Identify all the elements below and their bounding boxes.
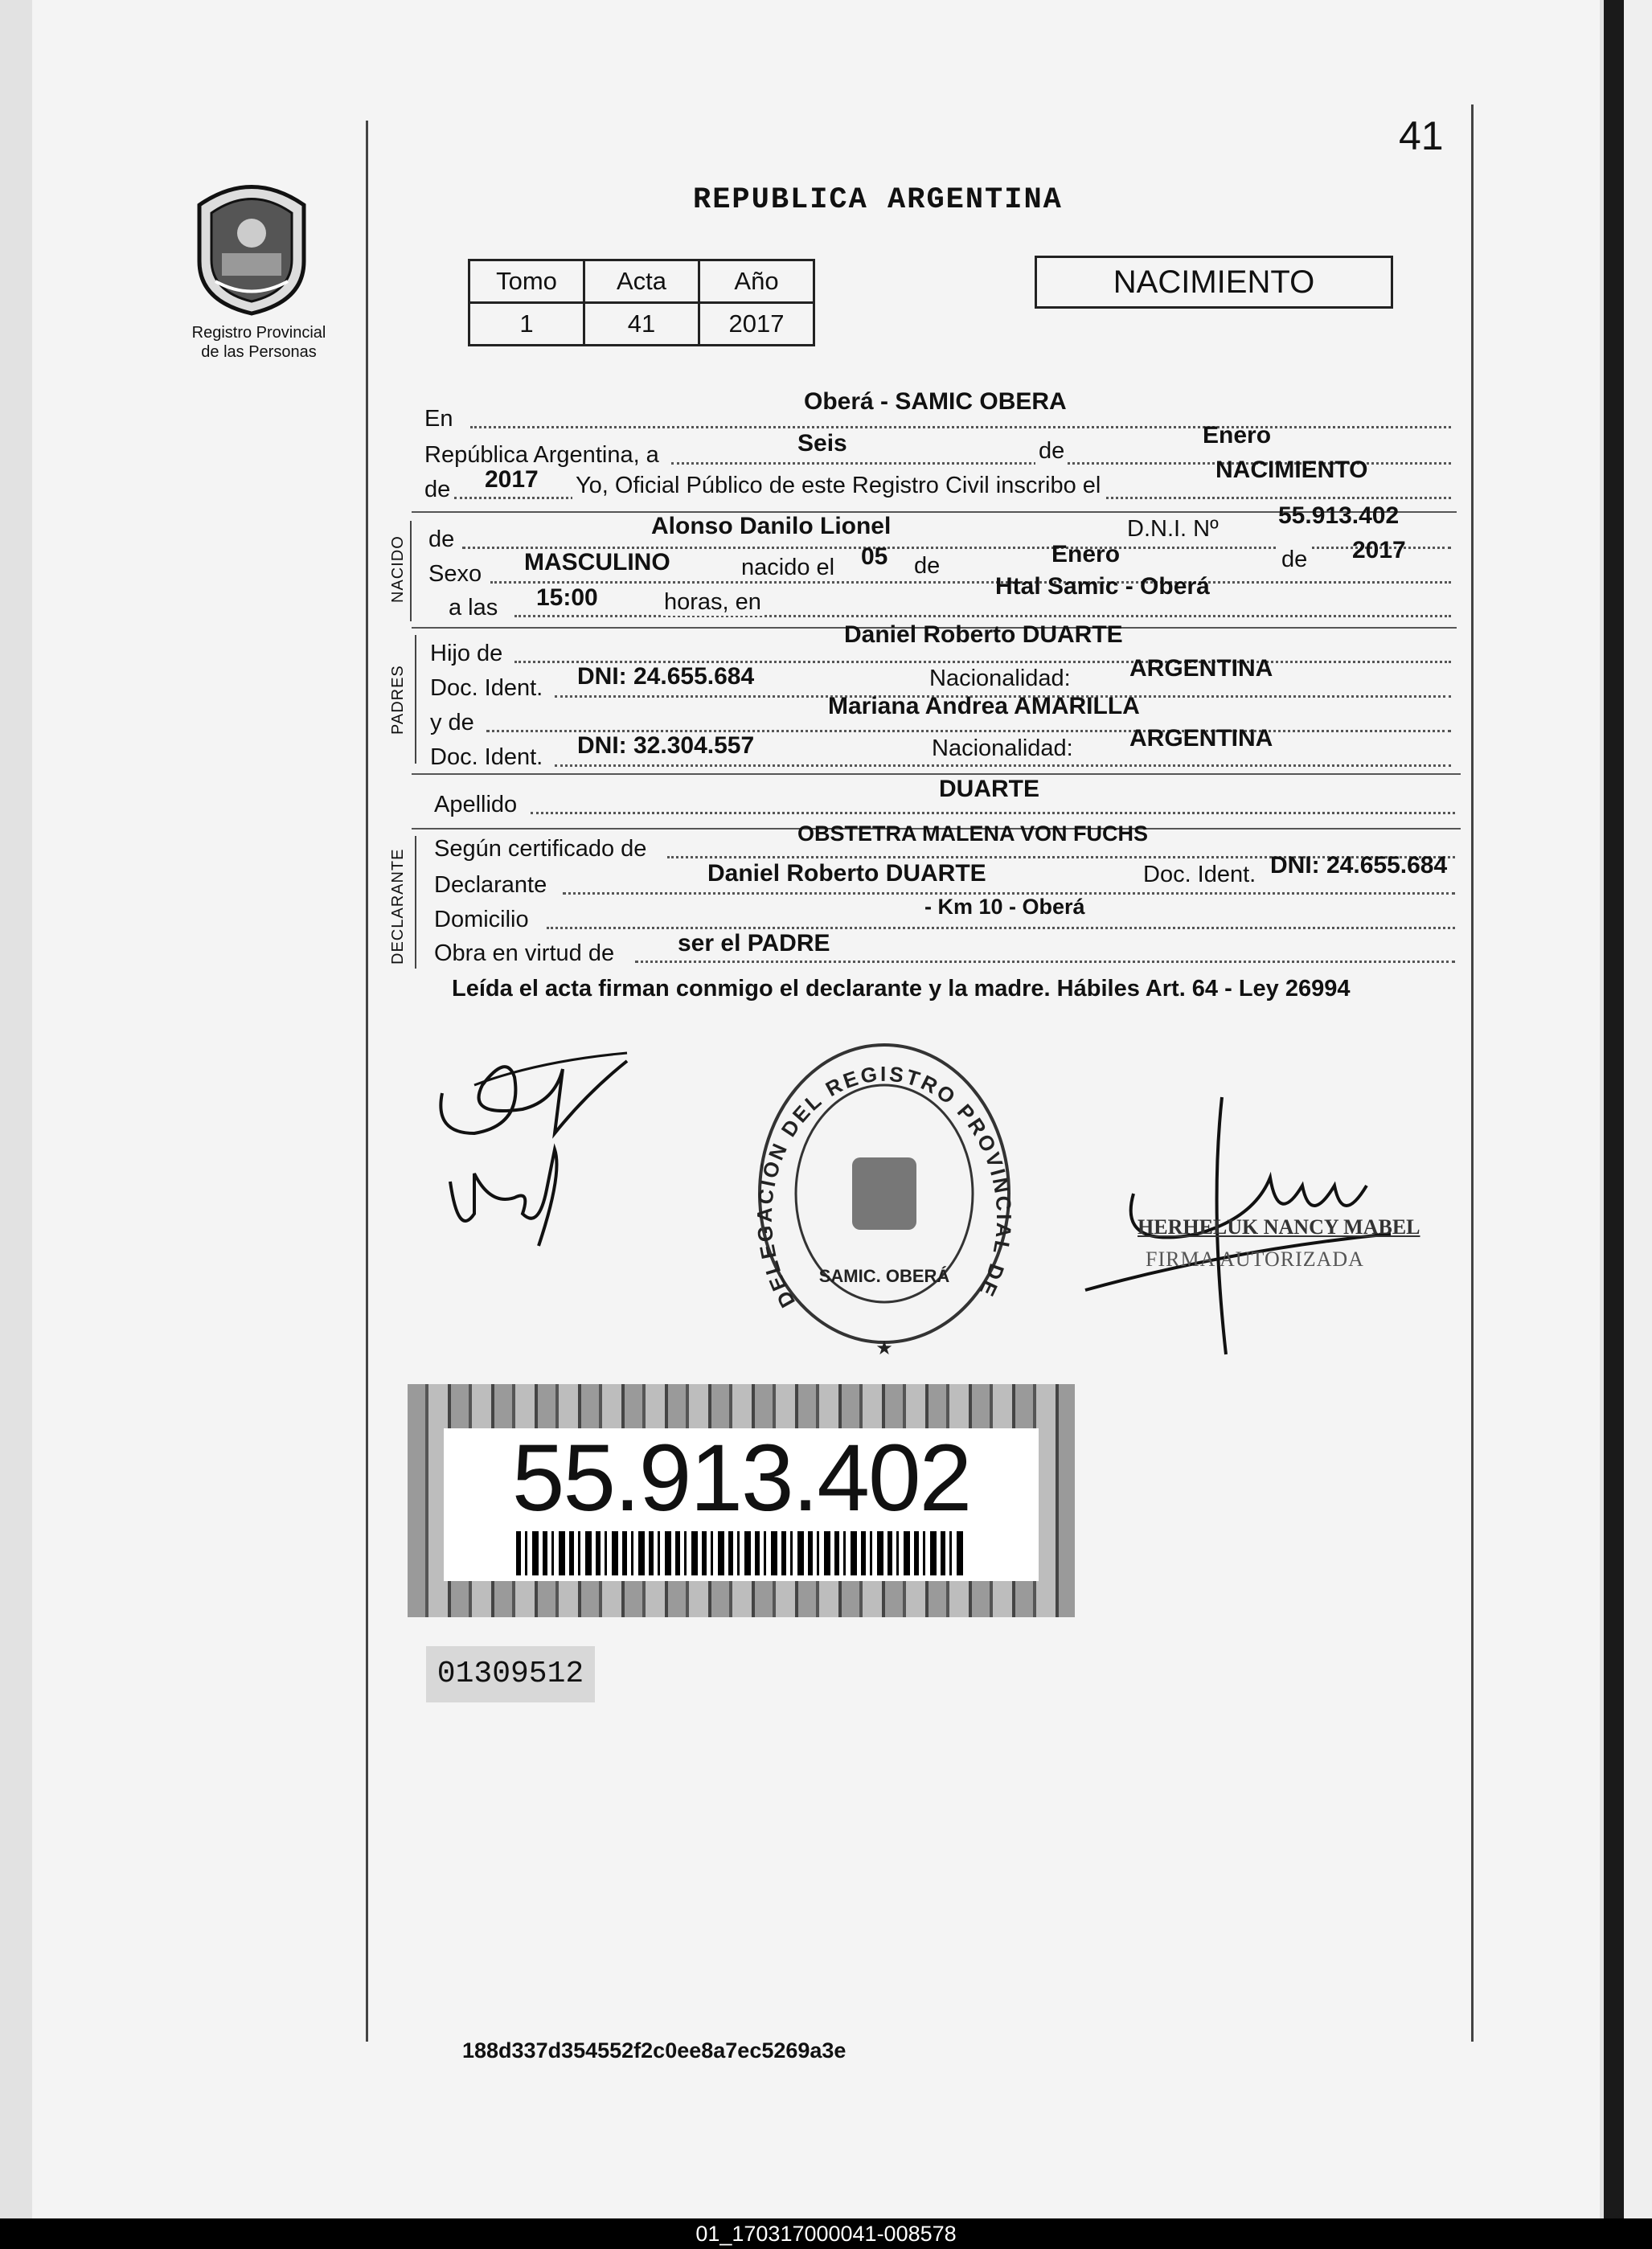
barcode-label — [408, 1384, 1075, 1617]
label-doc-ident: Doc. Ident. — [430, 675, 543, 701]
label-de-nombre: de — [428, 526, 455, 552]
stamp-ring-text: DELEGACIÓN DEL REGISTRO PROVINCIAL DE — [752, 1061, 1017, 1312]
label-doc-ident3: Doc. Ident. — [1140, 862, 1259, 888]
value-madre-doc: DNI: 32.304.557 — [577, 732, 755, 759]
value-sexo: MASCULINO — [524, 549, 670, 576]
left-margin-line — [366, 121, 368, 2042]
signature-madre — [442, 1141, 579, 1258]
value-declarante: Daniel Roberto DUARTE — [707, 860, 986, 887]
label-horas-en: horas, en — [661, 589, 765, 616]
value-madre-nac: ARGENTINA — [1129, 725, 1273, 752]
value-padre-doc: DNI: 24.655.684 — [577, 663, 755, 690]
barcode-number: 55.913.402 — [511, 1425, 971, 1531]
section-bracket — [415, 635, 416, 764]
province-seal-logo — [183, 173, 320, 322]
side-label-nacido: NACIDO — [389, 535, 407, 603]
official-name: HERHELUK NANCY MABEL — [1138, 1215, 1420, 1239]
stamp-center-text: SAMIC. OBERÁ — [818, 1266, 950, 1286]
label-a-las: a las — [449, 595, 498, 621]
side-label-declarante: DECLARANTE — [389, 848, 407, 965]
value-apellido: DUARTE — [939, 776, 1039, 802]
logo-caption — [178, 323, 339, 362]
logo-caption-line1: Registro Provincial — [191, 324, 326, 342]
table-header-anio: Año — [699, 260, 814, 303]
label-de-anio2: de — [1278, 547, 1310, 573]
barcode-panel — [444, 1425, 1039, 1581]
label-nacionalidad: Nacionalidad: — [926, 666, 1074, 692]
document-hash: 188d337d354552f2c0ee8a7ec5269a3e — [462, 2038, 846, 2063]
table-header-acta: Acta — [584, 260, 699, 303]
label-segun: Según certificado de — [434, 836, 647, 862]
side-label-padres: PADRES — [389, 665, 407, 735]
value-obra: ser el PADRE — [678, 930, 830, 957]
svg-text:★: ★ — [875, 1338, 893, 1358]
label-republica: República Argentina, a — [424, 442, 659, 468]
record-type-box: NACIMIENTO — [1035, 256, 1393, 309]
section-divider — [412, 773, 1461, 775]
logo-caption-line2: de las Personas — [201, 343, 317, 361]
label-hijo-de: Hijo de — [430, 641, 503, 666]
label-domicilio: Domicilio — [434, 907, 529, 932]
value-lugar-nac: Htal Samic - Oberá — [995, 573, 1210, 600]
label-nacionalidad2: Nacionalidad: — [928, 735, 1076, 762]
label-nacido-el: nacido el — [738, 555, 838, 581]
section-bracket — [415, 836, 416, 969]
closing-statement: Leída el acta firman conmigo el declarante y la madre. Hábiles Art. 64 - Ley 26994 — [452, 976, 1351, 1002]
label-sexo: Sexo — [428, 561, 482, 587]
table-header-tomo: Tomo — [469, 260, 584, 303]
value-hora: 15:00 — [536, 584, 598, 611]
dotted-line — [514, 599, 1451, 617]
record-table — [468, 259, 815, 346]
value-padre: Daniel Roberto DUARTE — [844, 621, 1123, 648]
adjacent-page — [1624, 0, 1652, 2218]
label-dni: D.N.I. Nº — [1124, 516, 1222, 543]
table-value-acta: 41 — [584, 303, 699, 346]
label-de-mes: de — [911, 553, 943, 580]
official-stamp — [748, 1037, 1021, 1362]
right-margin-line — [1471, 104, 1474, 2042]
value-anio: 2017 — [485, 466, 539, 493]
value-dni: 55.913.402 — [1278, 502, 1400, 529]
serial-number: 01309512 — [426, 1646, 595, 1702]
value-certificado: OBSTETRA MALENA VON FUCHS — [797, 821, 1148, 846]
value-acto: NACIMIENTO — [1215, 457, 1368, 483]
value-nac-anio: 2017 — [1352, 537, 1406, 563]
value-dia: Seis — [797, 430, 847, 457]
label-apellido: Apellido — [434, 792, 518, 817]
label-oficial: Yo, Oficial Público de este Registro Civil inscribo el — [572, 473, 1104, 499]
document-title: REPUBLICA ARGENTINA — [693, 183, 1063, 217]
label-en: En — [424, 406, 453, 432]
value-nac-dia: 05 — [861, 543, 888, 570]
scan-filename: 01_170317000041-008578 — [0, 2218, 1652, 2249]
page-number: 41 — [1399, 113, 1444, 158]
value-padre-nac: ARGENTINA — [1129, 655, 1273, 682]
table-value-anio: 2017 — [699, 303, 814, 346]
section-bracket — [410, 521, 412, 621]
value-domicilio: - Km 10 - Oberá — [924, 895, 1085, 919]
label-obra: Obra en virtud de — [434, 940, 615, 966]
table-value-tomo: 1 — [469, 303, 584, 346]
value-nombre: Alonso Danilo Lionel — [651, 513, 892, 539]
official-title: FIRMA AUTORIZADA — [1146, 1247, 1364, 1271]
value-mes: Enero — [1203, 422, 1272, 449]
signature-declarante — [426, 1045, 635, 1153]
label-y-de: y de — [430, 710, 474, 735]
label-de-anio: de — [424, 477, 451, 502]
label-declarante: Declarante — [434, 872, 547, 898]
label-de: de — [1035, 438, 1068, 465]
barcode-bars — [516, 1531, 966, 1575]
value-madre: Mariana Andrea AMARILLA — [828, 693, 1140, 719]
value-declarante-doc: DNI: 24.655.684 — [1270, 852, 1448, 879]
value-nac-mes: Enero — [1051, 541, 1121, 567]
value-lugar: Oberá - SAMIC OBERA — [804, 388, 1067, 415]
label-doc-ident2: Doc. Ident. — [430, 744, 543, 770]
